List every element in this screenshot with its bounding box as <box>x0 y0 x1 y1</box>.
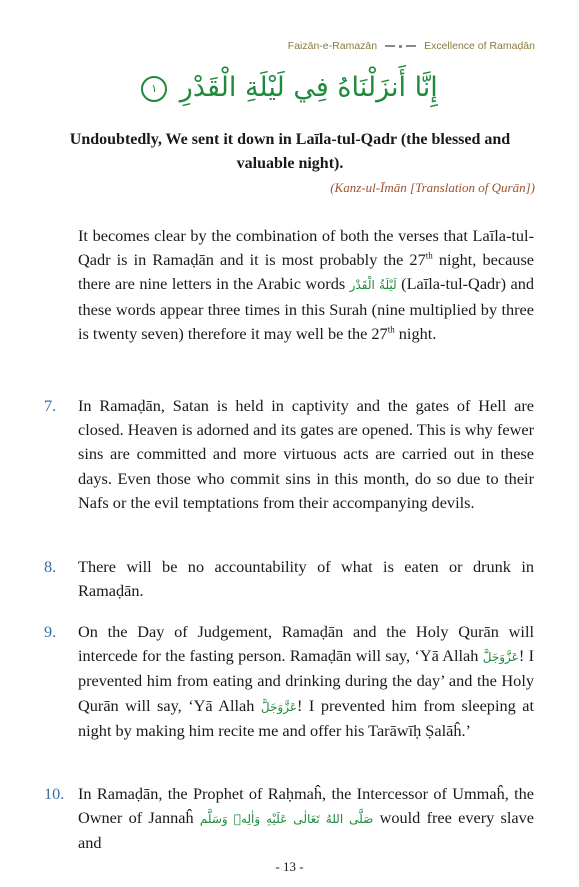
item-number: 7. <box>44 396 57 415</box>
arabic-inline-laila-tul-qadr: لَيْلَةُ الْقَدْر <box>349 278 397 293</box>
verse-translation: Undoubtedly, We sent it down in Laīla-tul-Qadr (the blessed and valuable night). <box>69 131 511 172</box>
arabic-inline-salutation: صَلَّى اللهُ تَعَالٰى عَلَيْهِ وَاٰلِهٖ وَسَلَّم <box>199 812 374 827</box>
list-item-7: In Ramaḍān, Satan is held in captivity and the gates of Hell are closed. Heaven is adorned and its gates are opened. This is why fewer sins are committed and more virtuous acts are carried out in these days. Even those who commit sins in this month, do so due to their Nafs or the evil temptations from their accompanying devils. <box>78 396 534 512</box>
item-number: 9. <box>44 622 57 641</box>
item-number: 10. <box>44 784 65 803</box>
running-header <box>288 40 535 52</box>
list-item-9: On the Day of Judgement, Ramaḍān and the Holy Qurān will intercede for the fasting person. Ramaḍān will say, ‘Yā Allah عَزَّوَجَلَّ! I prevented him from eating and drinking during the day’ and the Holy Qurān will say, ‘Yā Allah عَزَّوَجَلَّ! I prevented him from sleeping at night by making him recite me and offer his Tarāwīḥ Ṣalāĥ.’ <box>78 622 535 740</box>
list-item-10: In Ramaḍān, the Prophet of Raḥmaĥ, the Intercessor of Ummaĥ, the Owner of Jannaĥ صَلَّى اللهُ تَعَالٰى عَلَيْهِ وَاٰلِهٖ وَسَلَّم would free every slave and <box>78 784 535 853</box>
ayah-number-mark: ١ <box>141 76 167 102</box>
page-number: - 13 - <box>275 859 304 874</box>
arabic-inline-azza-wa-jal: عَزَّوَجَلَّ <box>260 699 297 714</box>
translation-source: (Kanz-ul-Īmān [Translation of Qurān]) <box>330 180 535 195</box>
chapter-title: Excellence of Ramaḍān <box>424 40 535 52</box>
item-number: 8. <box>44 557 57 576</box>
arabic-verse <box>0 72 579 103</box>
list-item-8: There will be no accountability of what is eaten or drunk in Ramaḍān. <box>78 557 534 601</box>
header-separator <box>385 45 416 48</box>
book-title: Faizān-e-Ramazān <box>287 40 378 52</box>
arabic-verse-text: إِنَّا أَنزَلْنَاهُ فِي لَيْلَةِ الْقَدْرِ <box>179 72 438 103</box>
explanation-paragraph: It becomes clear by the combination of both the verses that Laīla-tul-Qadr is in Ramaḍān and it is most probably the 27th night, because there are nine letters in the Arabic words لَيْلَةُ الْقَدْر (Laīla-tul-Qadr) and these words appear three times in this Surah (nine multiplied by three is twenty seven) therefore it may well be the 27th night. <box>78 226 535 343</box>
arabic-inline-azza-wa-jal: عَزَّوَجَلَّ <box>482 650 519 665</box>
